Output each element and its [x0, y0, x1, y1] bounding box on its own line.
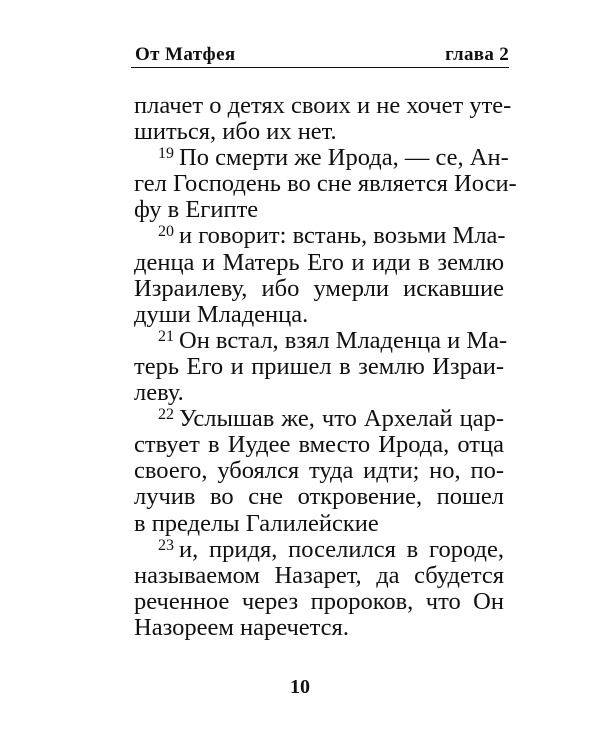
page-number: 10 — [290, 676, 310, 698]
text-line-content — [134, 118, 337, 145]
text-line — [134, 511, 504, 537]
text-line — [134, 354, 504, 380]
text-line — [134, 458, 504, 484]
verse-text: называемом Назарет, да сбудется — [134, 561, 504, 589]
verse-text: души Младенца. — [134, 300, 309, 328]
text-line — [134, 326, 508, 354]
text-line-content — [134, 170, 517, 198]
verse-text: и говорит: встань, возьми Мла- — [179, 222, 506, 250]
verse-number: 23 — [158, 536, 174, 554]
chapter-label: глава 2 — [445, 44, 509, 65]
verse-number: 19 — [158, 145, 174, 163]
text-line — [134, 197, 504, 223]
verse-text: в пределы Галилейские — [134, 509, 379, 537]
verse-text: Израилеву, ибо умерли искавшие — [134, 274, 504, 302]
text-line — [134, 170, 517, 198]
verse-text: плачет о детях своих и не хочет уте- — [134, 92, 512, 119]
text-line-content — [134, 563, 504, 589]
running-head — [131, 42, 509, 66]
book-title: От Матфея — [135, 44, 236, 65]
text-line — [134, 144, 509, 172]
text-line-content — [134, 614, 349, 641]
text-line — [134, 250, 504, 276]
verse-text: денца и Матерь Его и иди в землю — [134, 248, 504, 276]
header-rule — [131, 67, 509, 68]
text-line-content — [134, 196, 258, 223]
text-line — [134, 537, 504, 563]
verse-text: Он встал, взял Младенца и Ма- — [179, 326, 508, 354]
text-line-content — [134, 276, 504, 302]
text-line-content — [134, 484, 504, 510]
verse-text: леву. — [134, 379, 184, 407]
verse-text: По смерти же Ирода, — се, Ан- — [179, 144, 509, 172]
text-line — [134, 563, 504, 589]
verse-text: Услышав же, что Архелай цар- — [179, 405, 504, 433]
verse-number: 22 — [158, 406, 174, 424]
text-line-content — [134, 354, 504, 380]
verse-number: 21 — [158, 327, 174, 345]
verse-text: своего, убоялся туда идти; но, по- — [134, 457, 504, 485]
verse-text: Назореем наречется. — [134, 613, 349, 641]
verse-text: лучив во сне откровение, пошел — [134, 483, 504, 511]
text-line-content — [134, 250, 504, 276]
verse-text: ствует в Иудее вместо Ирода, отца — [134, 431, 504, 459]
text-line — [134, 589, 504, 615]
text-line — [134, 302, 504, 328]
text-line — [134, 615, 504, 641]
text-line-content — [134, 510, 379, 537]
text-line-content — [134, 92, 512, 119]
text-line-content — [134, 379, 184, 406]
text-line — [134, 92, 512, 119]
verse-text: фу в Египте — [134, 196, 259, 224]
text-line-content — [134, 432, 504, 458]
text-line-content — [134, 458, 504, 484]
text-line — [134, 276, 504, 302]
text-line — [134, 484, 504, 510]
text-line — [134, 223, 504, 249]
verse-text: гел Господень во сне является Иоси- — [134, 170, 517, 198]
text-line — [134, 119, 504, 145]
text-line-content — [134, 301, 308, 328]
verse-text: и, придя, поселился в городе, — [179, 535, 504, 563]
text-line — [134, 432, 504, 458]
text-line — [134, 380, 504, 406]
text-line — [134, 406, 504, 432]
verse-text: реченное через пророков, что Он — [134, 587, 504, 615]
text-line-content — [134, 589, 504, 615]
scripture-text — [134, 92, 517, 641]
verse-text: шиться, ибо их нет. — [134, 118, 337, 146]
verse-text: терь Его и пришел в землю Израи- — [134, 352, 504, 380]
verse-number: 20 — [158, 223, 174, 241]
